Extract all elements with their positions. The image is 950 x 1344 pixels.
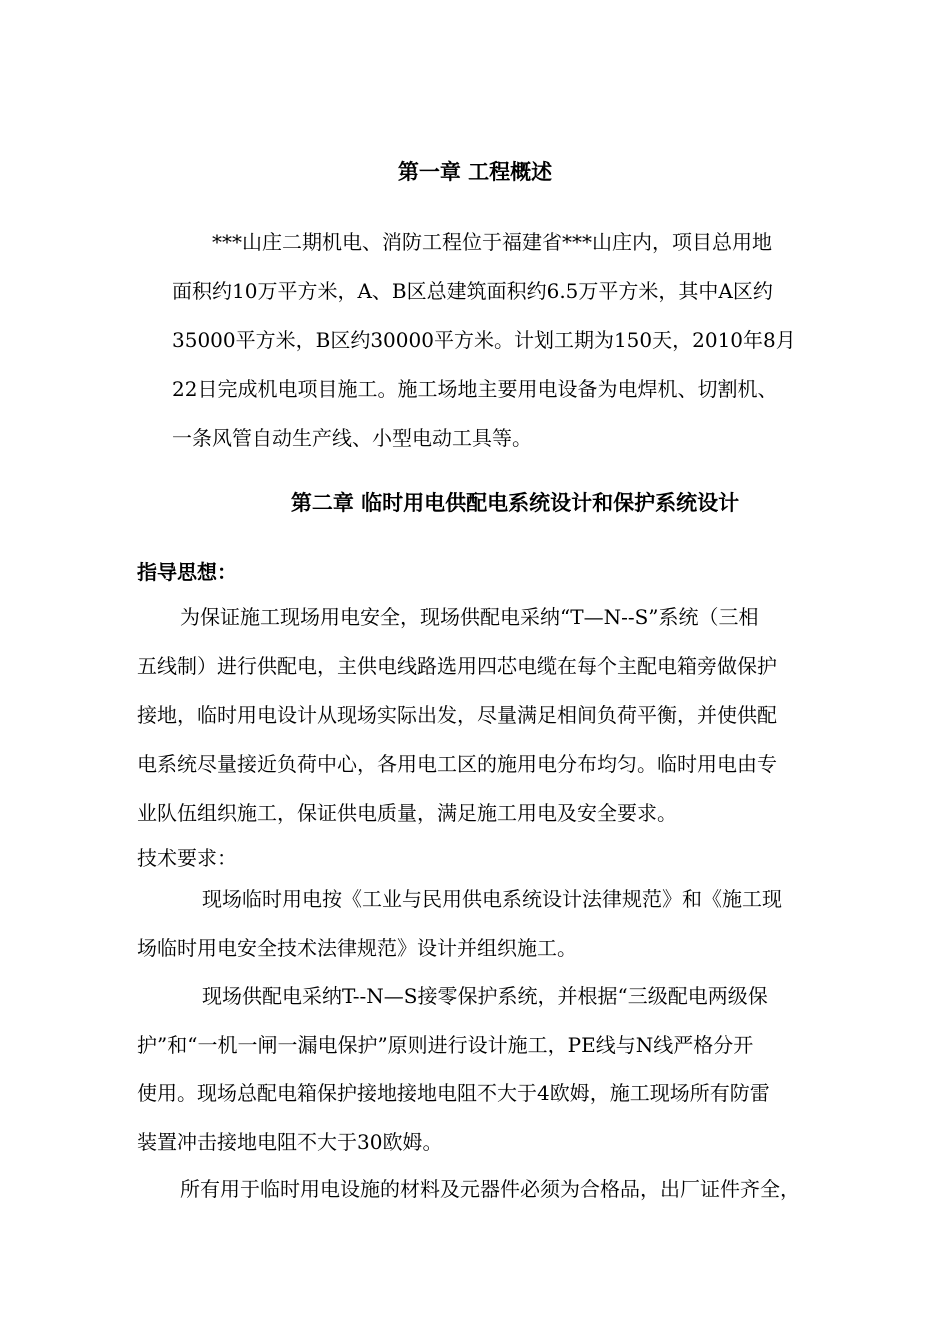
guiding-thought-label: 指导思想： [137,560,237,584]
tech-para-1-line-1: 现场临时用电按《工业与民用供电系统设计法律规范》和《施工现 [182,887,782,911]
tech-para-2-line-2: 护”和“一机一闸一漏电保护”原则进行设计施工，PE线与N线严格分开 [137,1033,754,1057]
chapter-1-line-4: 22日完成机电项目施工。施工场地主要用电设备为电焊机、切割机、 [172,377,778,401]
tech-para-3-line-1: 所有用于临时用电设施的材料及元器件必须为合格品，出厂证件齐全， [180,1177,800,1201]
tech-para-2-line-4: 装置冲击接地电阻不大于30欧姆。 [137,1130,443,1154]
guiding-line-5: 业队伍组织施工，保证供电质量，满足施工用电及安全要求。 [137,801,677,825]
chapter-1-line-2: 面积约10万平方米，A、B区总建筑面积约6.5万平方米，其中A区约 [172,279,773,303]
tech-requirements-label: 技术要求： [137,846,237,870]
guiding-line-4: 电系统尽量接近负荷中心，各用电工区的施用电分布均匀。临时用电由专 [137,752,777,776]
guiding-line-1: 为保证施工现场用电安全，现场供配电采纳“T—N--S”系统（三相 [180,605,759,629]
guiding-line-3: 接地，临时用电设计从现场实际出发，尽量满足相间负荷平衡，并使供配 [137,703,777,727]
tech-para-2-line-1: 现场供配电采纳T--N—S接零保护系统，并根据“三级配电两级保 [182,984,768,1008]
chapter-1-line-5: 一条风管自动生产线、小型电动工具等。 [172,426,532,450]
tech-para-2-line-3: 使用。现场总配电箱保护接地接地电阻不大于4欧姆，施工现场所有防雷 [137,1081,770,1105]
chapter-1-title: 第一章 工程概述 [397,160,553,184]
chapter-1-line-3: 35000平方米，B区约30000平方米。计划工期为150天，2010年8月 [172,328,796,352]
tech-para-1-line-2: 场临时用电安全技术法律规范》设计并组织施工。 [137,936,577,960]
guiding-line-2: 五线制）进行供配电，主供电线路选用四芯电缆在每个主配电箱旁做保护 [137,654,777,678]
chapter-1-line-1: ***山庄二期机电、消防工程位于福建省***山庄内，项目总用地 [172,230,772,254]
chapter-2-title: 第二章 临时用电供配电系统设计和保护系统设计 [290,491,740,515]
